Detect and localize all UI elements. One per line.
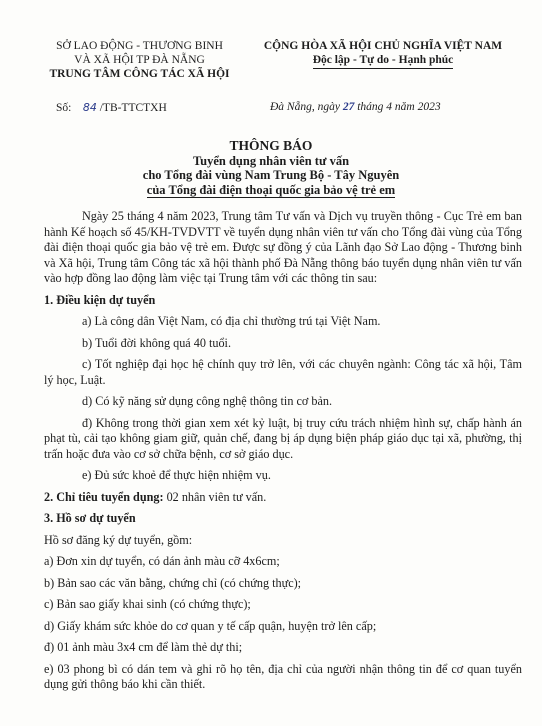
number-prefix: Số: — [56, 102, 72, 114]
number-suffix: /TB-TTCTXH — [99, 102, 167, 114]
title-line-2: cho Tổng đài vùng Nam Trung Bộ - Tây Nguyên — [142, 168, 400, 182]
title-main: THÔNG BÁO — [229, 138, 313, 153]
nation-name: CỘNG HÒA XÃ HỘI CHỦ NGHĨA VIỆT NAM — [263, 40, 503, 52]
sec1-item-b: b) Tuổi đời không quá 40 tuổi. — [82, 335, 231, 350]
sec1-item-e: e) Đủ sức khoẻ để thực hiện nhiệm vụ. — [82, 468, 271, 482]
sec3-item-dd: đ) 01 ảnh màu 3x4 cm để làm thẻ dự thi; — [44, 640, 243, 654]
document-title — [0, 139, 542, 198]
national-motto: Độc lập - Tự do - Hạnh phúc — [313, 53, 454, 69]
date-day-handwritten: 27 — [342, 101, 355, 113]
sec3-intro: Hồ sơ đăng ký dự tuyển, gồm: — [44, 532, 193, 547]
sec3-item-e: e) 03 phong bì có dán tem và ghi rõ họ tên, địa chỉ của người nhận thông tin để cơ quan tuyển dụng gửi thông báo khi cần thiết. — [44, 661, 522, 691]
section-2 — [44, 490, 522, 506]
title-line-3: của Tổng đài điện thoại quốc gia bảo vệ trẻ em — [146, 182, 396, 197]
section-2-value: 02 nhân viên tư vấn. — [166, 489, 267, 504]
date-suffix: tháng 4 năm 2023 — [357, 101, 441, 113]
number-handwritten: 84 — [82, 101, 97, 114]
document-date — [270, 101, 441, 113]
sec1-item-a: a) Là công dân Việt Nam, có địa chỉ thường trú tại Việt Nam. — [82, 314, 381, 328]
sec1-item-c: c) Tốt nghiệp đại học hệ chính quy trở lên, với các chuyên ngành: Công tác xã hội, Tâm lý học, Luật. — [44, 357, 522, 387]
sec3-item-a: a) Đơn xin dự tuyển, có dán ảnh màu cỡ 4x6cm; — [44, 554, 280, 568]
sec1-item-dd: đ) Không trong thời gian xem xét kỷ luật, bị truy cứu trách nhiệm hình sự, chấp hành án phạt tù, cải tạo không giam giữ, quản chế, đang bị áp dụng biện pháp giáo dục tại xã, phường, thị trấn hoặc đưa vào cơ sở chữa bệnh, cơ sở giáo dục. — [44, 415, 522, 461]
section-3-heading: 3. Hồ sơ dự tuyển — [44, 511, 136, 525]
sec3-item-c: c) Bản sao giấy khai sinh (có chứng thực); — [44, 597, 251, 611]
org-line-2: VÀ XÃ HỘI TP ĐÀ NẴNG — [74, 54, 205, 66]
sec1-item-d: d) Có kỹ năng sử dụng công nghệ thông tin cơ bản. — [82, 394, 332, 408]
section-2-heading: 2. Chỉ tiêu tuyển dụng: — [44, 489, 164, 504]
sec3-item-d: d) Giấy khám sức khỏe do cơ quan y tế cấp quận, huyện trở lên cấp; — [44, 618, 377, 633]
document-number — [56, 101, 167, 114]
title-line-1: Tuyển dụng nhân viên tư vấn — [192, 153, 350, 168]
issuing-organization — [32, 39, 247, 81]
intro-paragraph: Ngày 25 tháng 4 năm 2023, Trung tâm Tư vấn và Dịch vụ truyền thông - Cục Trẻ em ban hành Kế hoạch số 45/KH-TVDVTT về tuyển dụng nhân viên tư vấn cho Tổng đài vùng của Tổng đài điện thoại quốc gia bảo vệ trẻ em. Được sự đồng ý của Lãnh đạo Sở Lao động - Thương binh và Xã hội, Trung tâm Công tác xã hội thành phố Đà Nẵng thông báo tuyển dụng nhân viên tư vấn vào hợp đồng lao động làm việc tại Trung tâm với các thông tin sau: — [44, 209, 522, 285]
national-header — [248, 39, 518, 69]
org-line-1: SỞ LAO ĐỘNG - THƯƠNG BINH — [56, 40, 223, 52]
org-line-3: TRUNG TÂM CÔNG TÁC XÃ HỘI — [49, 68, 230, 80]
sec3-item-b: b) Bản sao các văn bằng, chứng chỉ (có chứng thực); — [44, 575, 302, 590]
section-1-heading: 1. Điều kiện dự tuyển — [44, 292, 156, 307]
date-prefix: Đà Nẵng, ngày — [270, 101, 340, 113]
document-body — [44, 209, 522, 699]
